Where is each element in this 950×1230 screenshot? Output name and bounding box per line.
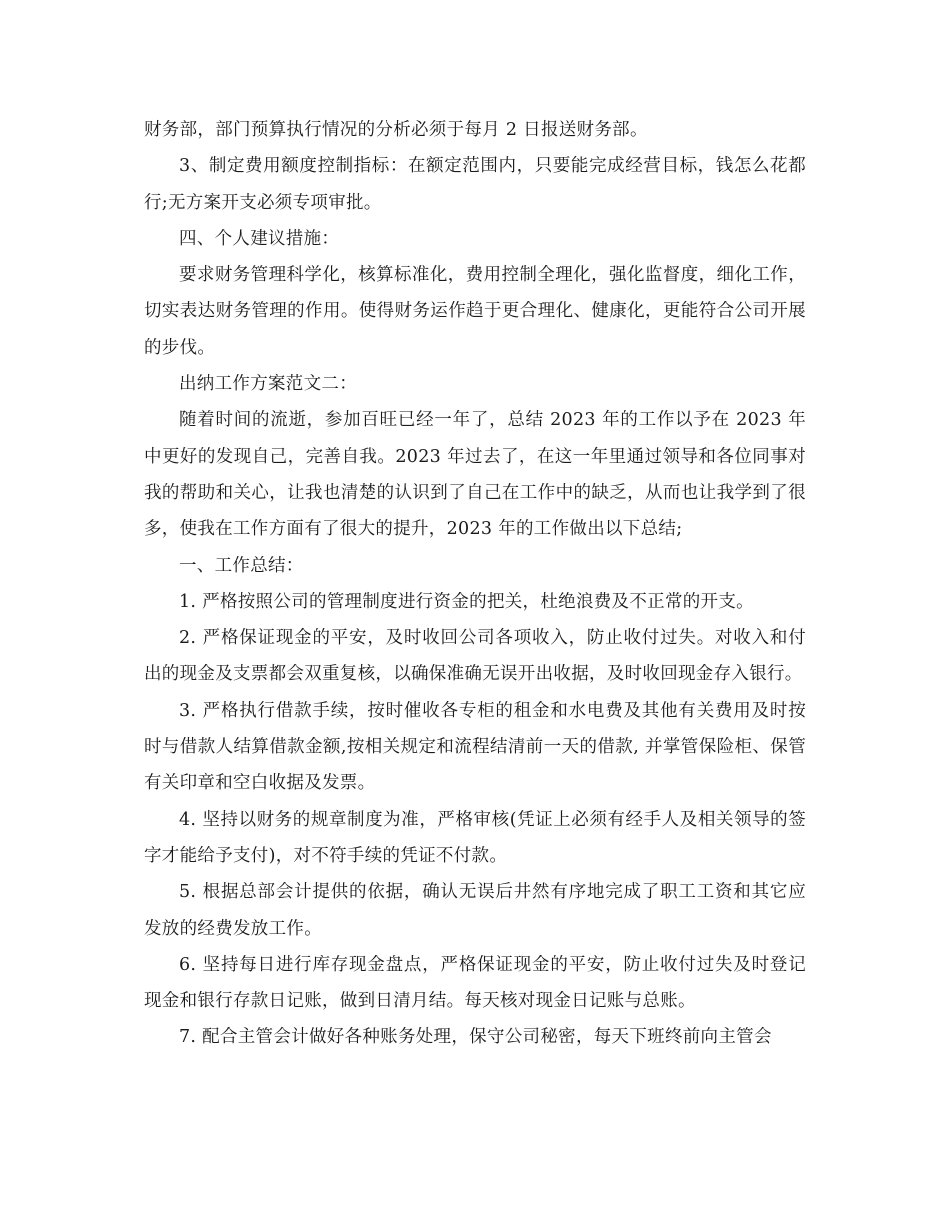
list-item-1: 1. 严格按照公司的管理制度进行资金的把关，杜绝浪费及不正常的开支。: [179, 591, 754, 612]
document-page: [144, 112, 806, 1056]
paragraph-budget-deadline: 财务部，部门预算执行情况的分析必须于每月 2 日报送财务部。: [144, 120, 648, 140]
paragraph-expense-control: 3、制定费用额度控制指标：在额定范围内，只要能完成经营目标，钱怎么花都行;无方案开支必须专项审批。: [144, 156, 806, 213]
list-item-3: 3. 严格执行借款手续，按时催收各专柜的租金和水电费及其他有关费用及时按时与借款人结算借款金额,按相关规定和流程结清前一天的借款, 并掌管保险柜、保管有关印章和空白收据及发票。: [144, 700, 806, 794]
heading-sample-two: 出纳工作方案范文二：: [179, 374, 357, 395]
list-item-5: 5. 根据总部会计提供的依据，确认无误后井然有序地完成了职工工资和其它应发放的经费发放工作。: [144, 882, 806, 939]
paragraph-intro: 随着时间的流逝，参加百旺已经一年了，总结 2023 年的工作以予在 2023 年中更好的发现自己，完善自我。2023 年过去了，在这一年里通过领导和各位同事对我的帮助和关心，让我也清楚的认识到了自己在工作中的缺乏，从而也让我学到了很多，使我在工作方面有了很大的提升，2023 年的工作做出以下总结;: [144, 410, 806, 540]
list-item-4: 4. 坚持以财务的规章制度为准，严格审核(凭证上必须有经手人及相关领导的签字才能给予支付)，对不符手续的凭证不付款。: [144, 809, 806, 866]
list-item-2: 2. 严格保证现金的平安，及时收回公司各项收入，防止收付过失。对收入和付出的现金及支票都会双重复核，以确保准确无误开出收据，及时收回现金存入银行。: [144, 628, 806, 685]
heading-work-summary: 一、工作总结：: [179, 555, 304, 576]
paragraph-suggestions-body: 要求财务管理科学化，核算标准化，费用控制全理化，强化监督度，细化工作，切实表达财务管理的作用。使得财务运作趋于更合理化、健康化，更能符合公司开展的步伐。: [144, 265, 806, 358]
list-item-6: 6. 坚持每日进行库存现金盘点，严格保证现金的平安，防止收付过失及时登记现金和银行存款日记账，做到日清月结。每天核对现金日记账与总账。: [144, 954, 806, 1012]
list-item-7: 7. 配合主管会计做好各种账务处理，保守公司秘密，每天下班终前向主管会: [179, 1027, 772, 1048]
heading-personal-suggestions: 四、个人建议措施：: [179, 228, 340, 249]
